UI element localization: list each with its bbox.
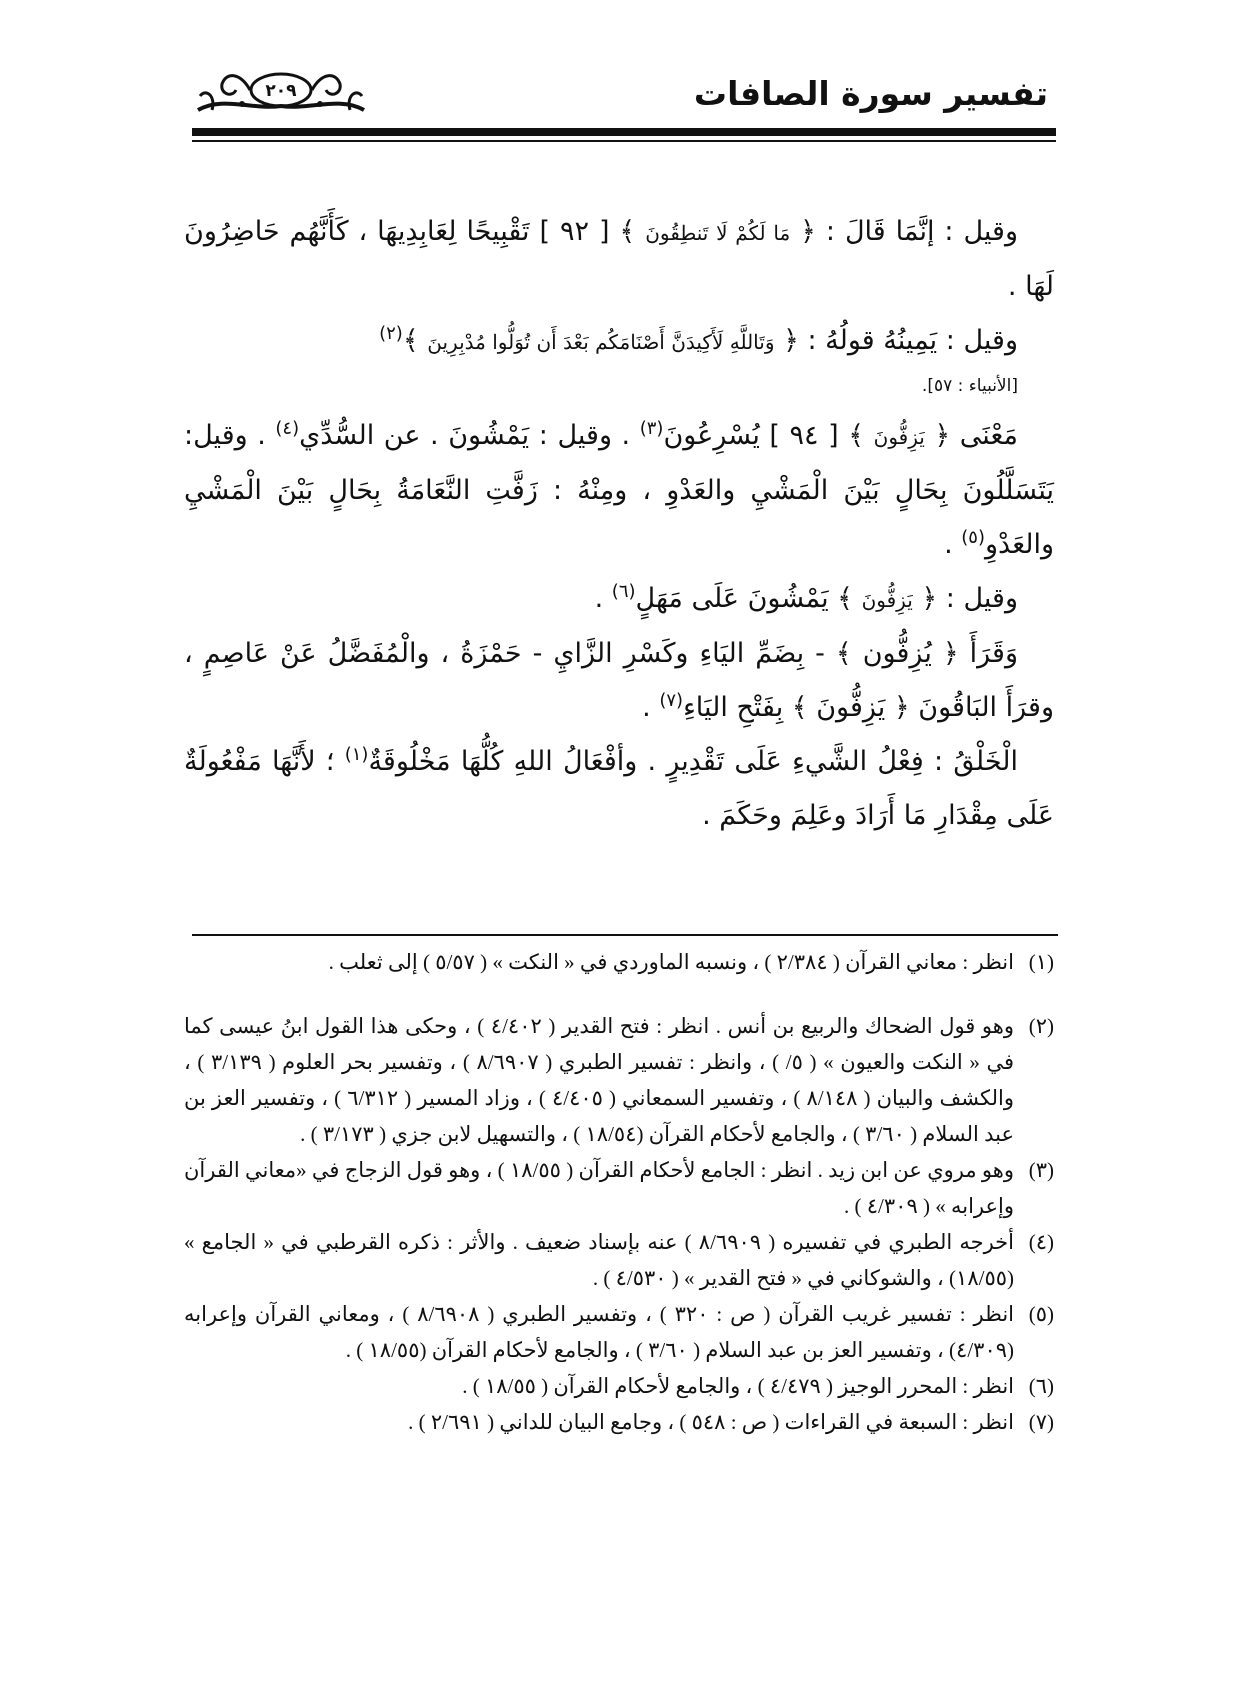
verse-reference: [الأنبياء : ٥٧].: [921, 376, 1018, 396]
footnote-text: وهو مروي عن ابن زيد . انظر : الجامع لأحكام القرآن ( ١٨/٥٥ ) ، وهو قول الزجاج في «معاني القرآن وإعرابه » ( ٤/٣٠٩ ) .: [184, 1158, 1014, 1218]
page-number-ornament: [192, 66, 368, 120]
page-number: ٢٠٩: [265, 81, 297, 101]
footnote: [184, 1224, 1054, 1296]
footnote-text: انظر : السبعة في القراءات ( ص : ٥٤٨ ) ، وجامع البيان للداني ( ٢/٦٩١ ) .: [408, 1410, 1014, 1434]
footnote-number: (٢): [1028, 1014, 1054, 1038]
footnote: [184, 1368, 1054, 1404]
page-header: [192, 58, 1054, 138]
footnote-number: (٦): [1028, 1374, 1054, 1398]
footnotes: [184, 944, 1054, 1440]
footnote-ref: (١): [344, 744, 369, 765]
footnote: [184, 1152, 1054, 1224]
footnote: [184, 1296, 1054, 1368]
footnote-text: انظر : معاني القرآن ( ٢/٣٨٤ ) ، ونسبه الماوردي في « النكت » ( ٥/٥٧ ) إلى ثعلب .: [328, 950, 1014, 974]
paragraph-1: وقيل : إنَّمَا قَالَ : ﴿ مَا لَكُمْ لَا تَنطِقُونَ ﴾ [ ٩٢ ] تَقْبِيحًا لِعَابِدِيهَا ، كَأَنَّهُم حَاضِرُونَ لَهَا .: [184, 216, 1054, 302]
paragraph-3: مَعْنَى ﴿ يَزِفُّونَ ﴾ [ ٩٤ ] يُسْرِعُونَ$^{(٣)}$ . وقيل : يَمْشُونَ . عن السُّدِّي$^{(٤)}$ . وقيل: يَتَسَلَّلُونَ بِحَالٍ بَيْنَ الْمَشْيِ والعَدْوِ ، ومِنْهُ : زَفَّتِ النَّعَامَةُ بِحَالٍ بَيْنَ الْمَشْيِ والعَدْوِ$^{(٥)}$ .: [184, 418, 1054, 560]
footnote-separator: [192, 934, 1058, 936]
paragraph-4: وقيل : ﴿ يَزِفُّونَ ﴾ يَمْشُونَ عَلَى مَهَلٍ$^{(٦)}$ .: [594, 581, 1018, 614]
footnote: [184, 944, 1054, 980]
footnote-number: (٧): [1028, 1410, 1054, 1434]
quran-verse: وَتَاللَّهِ لَأَكِيدَنَّ أَصْنَامَكُم بَعْدَ أَن تُوَلُّوا مُدْبِرِينَ: [427, 330, 775, 354]
footnote-number: (٥): [1028, 1302, 1054, 1326]
footnote-ref: (٢): [379, 323, 403, 344]
quran-verse: يَزِفُّونَ: [861, 588, 913, 612]
footnote-ref: (٣): [639, 418, 664, 439]
header-rule-thin: [192, 140, 1056, 142]
header-rule-thick: [192, 128, 1056, 136]
main-text: [184, 205, 1054, 843]
footnote-text: وهو قول الضحاك والربيع بن أنس . انظر : فتح القدير ( ٤/٤٠٢ ) ، وحكى هذا القول ابنُ عيسى كما في « النكت والعيون » ( ٥/ ) ، وانظر : تفسير الطبري ( ٨/٦٩٠٧ ) ، وتفسير بحر العلوم ( ٣/١٣٩ ) ، والكشف والبيان ( ٨/١٤٨ ) ، وتفسير السمعاني ( ٤/٤٠٥ ) ، وزاد المسير ( ٦/٣١٢ ) ، وتفسير العز بن عبد السلام ( ٣/٦٠ ) ، والجامع لأحكام القرآن (١٨/٥٤ ) ، والتسهيل لابن جزي ( ٣/١٧٣ ) .: [184, 1014, 1014, 1146]
quran-verse: يَزِفُّونَ: [873, 425, 925, 449]
paragraph-5: وَقَرَأَ ﴿ يُزِفُّون ﴾ - بِضَمِّ اليَاءِ وكَسْرِ الزَّايِ - حَمْزَةُ ، والْمُفَضَّلُ عَنْ عَاصِمٍ ، وقرَأَ البَاقُونَ ﴿ يَزِفُّونَ ﴾ بِفَتْحِ اليَاءِ$^{(٧)}$ .: [184, 638, 1054, 723]
footnote-ref: (٤): [275, 418, 300, 439]
footnote-text: انظر : تفسير غريب القرآن ( ص : ٣٢٠ ) ، وتفسير الطبري ( ٨/٦٩٠٨ ) ، ومعاني القرآن وإعرابه (٤/٣٠٩) ، وتفسير العز بن عبد السلام ( ٣/٦٠ ) ، والجامع لأحكام القرآن (١٨/٥٥ ) .: [184, 1302, 1014, 1362]
paragraph-6: الْخَلْقُ : فِعْلُ الشَّيءِ عَلَى تَقْدِيرٍ . وأفْعَالُ اللهِ كُلُّهَا مَخْلُوقَةٌ$^{(١)}$ ؛ لأَنَّهَا مَفْعُولَةٌ عَلَى مِقْدَارِ مَا أَرَادَ وعَلِمَ وحَكَمَ .: [184, 744, 1054, 831]
footnote-text: أخرجه الطبري في تفسيره ( ٨/٦٩٠٩ ) عنه بإسناد ضعيف . والأثر : ذكره القرطبي في « الجامع » (١٨/٥٥) ، والشوكاني في « فتح القدير » ( ٤/٥٣٠ ) .: [184, 1230, 1014, 1290]
footnote-number: (٣): [1028, 1158, 1054, 1182]
footnote-number: (١): [1028, 950, 1054, 974]
footnote: [184, 1404, 1054, 1440]
footnote-ref: (٦): [611, 581, 636, 602]
paragraph-2: وقيل : يَمِينُهُ قولُهُ : ﴿ وَتَاللَّهِ لَأَكِيدَنَّ أَصْنَامَكُم بَعْدَ أَن تُوَلُّوا مُدْبِرِينَ ﴾$^{(٢)}$ [الأنبياء : ٥٧].: [184, 314, 1054, 403]
footnote-ref: (٥): [961, 527, 985, 548]
footnote-number: (٤): [1028, 1230, 1054, 1254]
quran-verse: مَا لَكُمْ لَا تَنطِقُونَ: [645, 221, 791, 245]
page-title: تفسير سورة الصافات: [693, 74, 1048, 113]
footnote: [184, 1008, 1054, 1152]
footnote-text: انظر : المحرر الوجيز ( ٤/٤٧٩ ) ، والجامع لأحكام القرآن ( ١٨/٥٥ ) .: [462, 1374, 1014, 1398]
footnote-ref: (٧): [659, 690, 684, 711]
